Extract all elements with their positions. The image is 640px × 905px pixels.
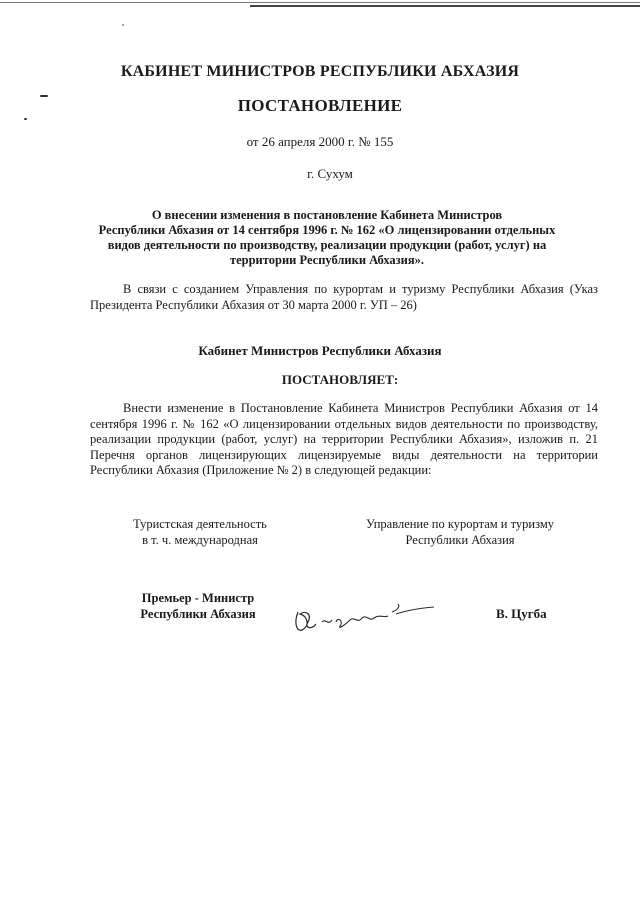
decree-paragraph: Внести изменение в Постановление Кабинета Министров Республики Абхазия от 14 сентября 1996 г. № 162 «О лицензировании отдельных видов деятельности по производству, реализации продукции (работ, услуг) на территории Республики Абхазия», изложив п. 21 Перечня органов лицензирующих лицензируемые виды деятельности на территории Республики Абхазия (Приложение № 2) в следующей редакции: <box>90 401 598 477</box>
authority-line: Управление по курортам и туризму <box>365 517 555 531</box>
cabinet-title: КАБИНЕТ МИНИСТРОВ РЕСПУБЛИКИ АБХАЗИЯ <box>120 63 520 80</box>
resolves-heading: ПОСТАНОВЛЯЕТ: <box>281 372 399 387</box>
activity-line: в т. ч. международная <box>142 533 258 547</box>
document-date-number: от 26 апреля 2000 г. № 155 <box>246 134 394 149</box>
document-subject <box>92 208 562 268</box>
authority-cell <box>340 516 580 548</box>
scan-speck <box>122 24 124 26</box>
signatory-post-line: Республики Абхазия <box>140 607 256 621</box>
signatory-name: В. Цугба <box>496 606 547 621</box>
basis-paragraph: В связи с созданием Управления по курортам и туризму Республики Абхазия (Указ Президента Республики Абхазия от 30 марта 2000 г. УП – 26) <box>90 282 598 312</box>
subject-line: Республики Абхазия от 14 сентября 1996 г. № 162 «О лицензировании отдельных <box>98 223 556 237</box>
scan-edge-line <box>0 2 640 3</box>
scan-speck <box>24 118 27 120</box>
handwritten-signature <box>288 592 438 638</box>
subject-line: О внесении изменения в постановление Кабинета Министров <box>151 208 503 222</box>
signatory-post <box>136 590 260 622</box>
authority-line: Республики Абхазия <box>405 533 515 547</box>
scan-edge-line <box>250 5 640 7</box>
activity-cell <box>110 516 290 548</box>
subject-line: видов деятельности по производству, реализации продукции (работ, услуг) на <box>107 238 547 252</box>
document-type: ПОСТАНОВЛЕНИЕ <box>237 96 403 115</box>
issuer-name: Кабинет Министров Республики Абхазия <box>198 343 442 358</box>
subject-line: территории Республики Абхазия». <box>229 253 425 267</box>
signatory-post-line: Премьер - Министр <box>141 591 255 605</box>
document-city: г. Сухум <box>307 166 353 181</box>
activity-line: Туристская деятельность <box>133 517 267 531</box>
